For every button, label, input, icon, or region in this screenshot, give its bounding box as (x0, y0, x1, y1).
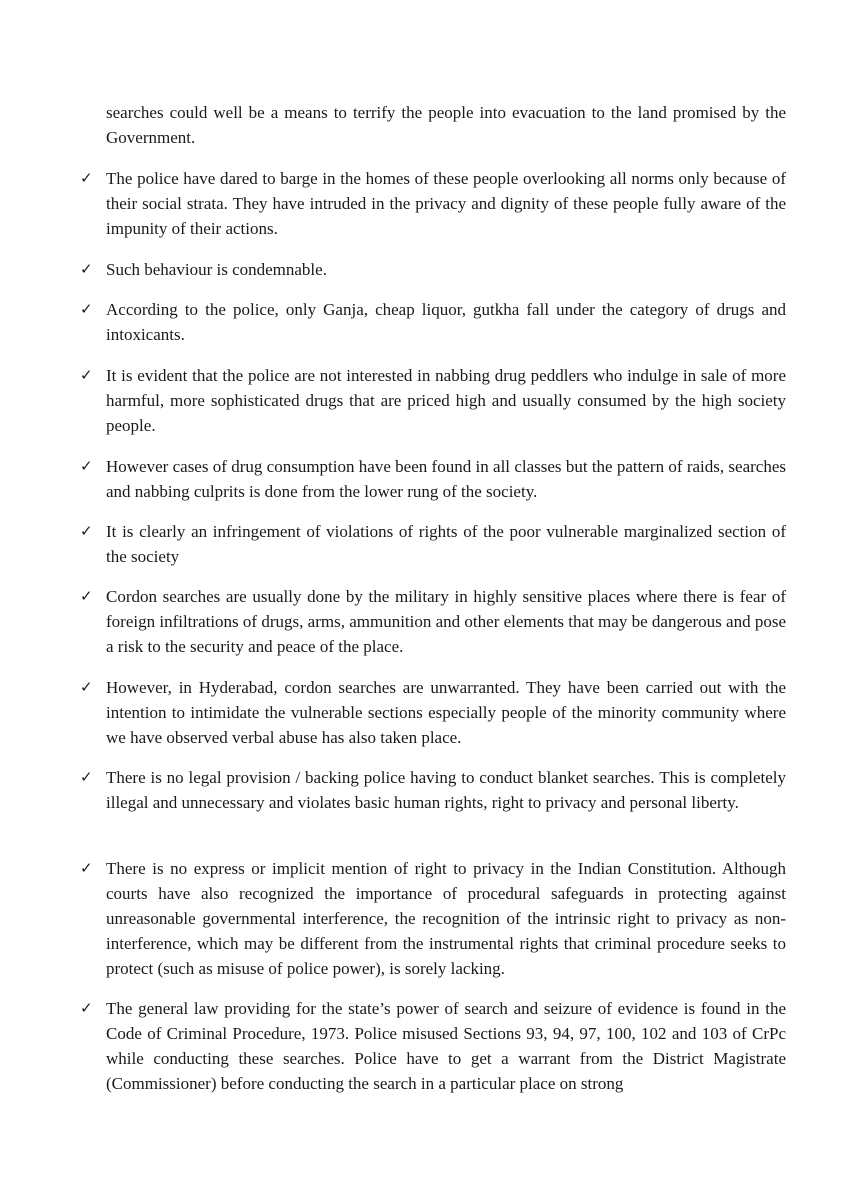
bullet-text: The police have dared to barge in the homes of these people overlooking all norms only because of their social strata. They have intruded in the privacy and dignity of these people fully aware of the impunity of their actions. (106, 169, 786, 238)
intro-paragraph: searches could well be a means to terrify the people into evacuation to the land promised by the Government. (106, 103, 786, 147)
bullet-text: According to the police, only Ganja, cheap liquor, gutkha fall under the category of drugs and intoxicants. (106, 300, 786, 344)
checkmark-icon: ✓ (80, 300, 93, 318)
checkmark-icon: ✓ (80, 522, 93, 540)
bullet-text: However cases of drug consumption have been found in all classes but the pattern of raids, searches and nabbing culprits is done from the lower rung of the society. (106, 457, 786, 501)
bullet-text: The general law providing for the state’s power of search and seizure of evidence is found in the Code of Criminal Procedure, 1973. Police misused Sections 93, 94, 97, 100, 102 and 103 of CrPc while conducting these searches. Police have to get a warrant from the District Magistrate (Commissioner) before conducting the search in a particular place on strong (106, 999, 786, 1093)
bullet-text: There is no legal provision / backing police having to conduct blanket searches. This is completely illegal and unnecessary and violates basic human rights, right to privacy and personal liberty. (106, 768, 786, 812)
bullet-text: However, in Hyderabad, cordon searches are unwarranted. They have been carried out with the intention to intimidate the vulnerable sections especially people of the minority community where we have observed verbal abuse has also taken place. (106, 678, 786, 747)
bullet-text: There is no express or implicit mention of right to privacy in the Indian Constitution. Although courts have also recognized the importance of procedural safeguards in protecting against unreasonable governmental interference, the recognition of the intrinsic right to privacy as non-interference, which may be different from the instrumental rights that criminal procedure seeks to protect (such as misuse of police power), is sorely lacking. (106, 859, 786, 978)
checkmark-icon: ✓ (80, 260, 93, 278)
bullet-text: It is evident that the police are not interested in nabbing drug peddlers who indulge in sale of more harmful, more sophisticated drugs that are priced high and usually consumed by the high society people. (106, 366, 786, 435)
checkmark-icon: ✓ (80, 859, 93, 877)
checkmark-icon: ✓ (80, 768, 93, 786)
checkmark-icon: ✓ (80, 366, 93, 384)
checkmark-icon: ✓ (80, 678, 93, 696)
checkmark-icon: ✓ (80, 587, 93, 605)
bullet-text: Cordon searches are usually done by the military in highly sensitive places where there is fear of foreign infiltrations of drugs, arms, ammunition and other elements that may be dangerous and pose a risk to the security and peace of the place. (106, 587, 786, 656)
bullet-text: It is clearly an infringement of violations of rights of the poor vulnerable marginalized section of the society (106, 522, 786, 566)
checkmark-icon: ✓ (80, 457, 93, 475)
checkmark-icon: ✓ (80, 999, 93, 1017)
bullet-text: Such behaviour is condemnable. (106, 260, 327, 279)
checkmark-icon: ✓ (80, 169, 93, 187)
